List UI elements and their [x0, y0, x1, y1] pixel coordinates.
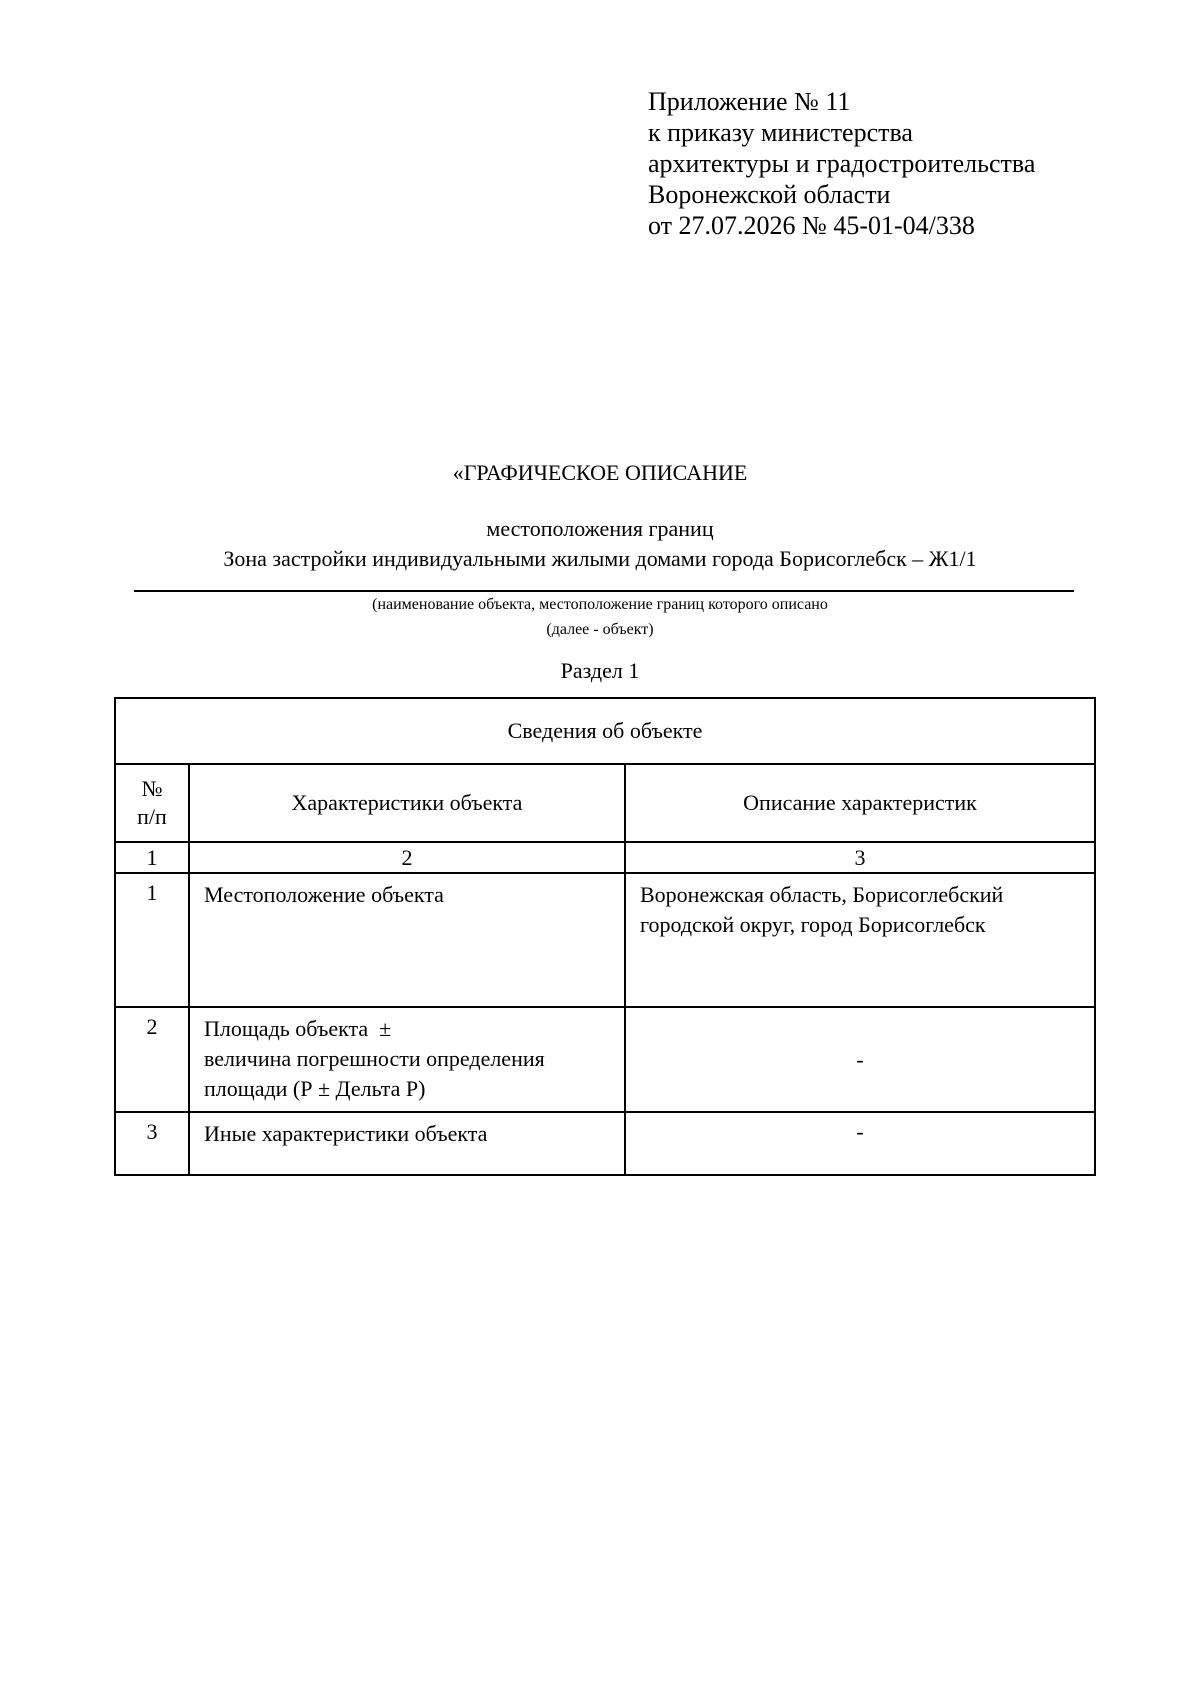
caption-note: (далее - объект) — [546, 621, 654, 638]
appendix-line: Воронежской области — [648, 180, 891, 209]
object-name: Зона застройки индивидуальными жилыми домами города Борисоглебск – Ж1/1 — [223, 546, 977, 571]
row-number: 3 — [115, 1112, 189, 1175]
description-line: городской округ, город Борисоглебск — [640, 912, 986, 937]
characteristic-line: величина погрешности определения — [204, 1046, 545, 1071]
table-row — [115, 1112, 1095, 1175]
table-caption: Сведения об объекте — [115, 698, 1095, 764]
subtitle-line: местоположения границ — [486, 516, 714, 541]
row-number: 2 — [115, 1007, 189, 1112]
row-description — [625, 873, 1095, 1007]
index-row — [115, 842, 1095, 873]
characteristic-line: площади (Р ± Дельта Р) — [204, 1076, 426, 1101]
table-row — [115, 873, 1095, 1007]
caption-note: (наименование объекта, местоположение границ которого описано — [372, 596, 828, 613]
underline-rule — [134, 590, 1074, 592]
index-cell: 2 — [189, 842, 625, 873]
appendix-line: к приказу министерства — [648, 118, 913, 147]
index-cell: 1 — [115, 842, 189, 873]
description-line: Воронежская область, Борисоглебский — [640, 882, 1004, 907]
object-info-table — [114, 697, 1096, 1176]
document-title: «ГРАФИЧЕСКОЕ ОПИСАНИЕ — [452, 460, 748, 485]
row-number: 1 — [115, 873, 189, 1007]
characteristic-line: Площадь объекта ± — [204, 1016, 392, 1041]
appendix-line: Приложение № 11 — [648, 87, 851, 116]
appendix-line: архитектуры и градостроительства — [648, 149, 1036, 178]
section-label: Раздел 1 — [560, 658, 640, 683]
appendix-line: от 27.07.2026 № 45-01-04/338 — [648, 211, 975, 240]
row-characteristic: Иные характеристики объекта — [189, 1112, 625, 1175]
table-row — [115, 1007, 1095, 1112]
appendix-block — [648, 86, 1035, 241]
header-number — [115, 764, 189, 842]
header-number-abbr: п/п — [137, 804, 167, 829]
row-description: - — [625, 1112, 1095, 1175]
row-description: - — [625, 1007, 1095, 1112]
header-characteristics: Характеристики объекта — [189, 764, 625, 842]
table-header-row — [115, 764, 1095, 842]
row-characteristic: Местоположение объекта — [189, 873, 625, 1007]
header-description: Описание характеристик — [625, 764, 1095, 842]
row-characteristic — [189, 1007, 625, 1112]
index-cell: 3 — [625, 842, 1095, 873]
header-number-symbol: № — [141, 776, 163, 801]
